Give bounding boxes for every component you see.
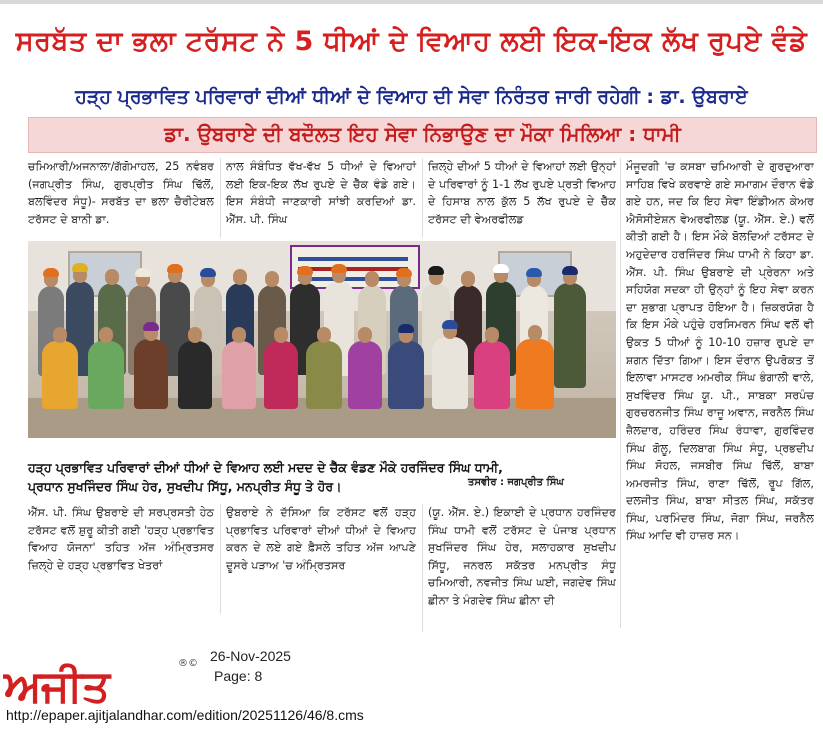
- turban: [428, 266, 444, 275]
- masthead-logo: [4, 662, 194, 712]
- seated-person: [134, 339, 168, 409]
- highlight-band: [28, 117, 817, 153]
- turban: [398, 324, 414, 333]
- turban: [442, 320, 458, 329]
- person-head: [265, 271, 279, 287]
- column-text: ਮੌਜੂਦਗੀ 'ਚ ਕਸਬਾ ਚਮਿਆਰੀ ਦੇ ਗੁਰਦੁਆਰਾ ਸਾਹਿਬ ਵਿਖੇ ਕਰਵਾਏ ਗਏ ਸਮਾਗਮ ਦੌਰਾਨ ਵੰਡੇ ਗਏ ਹਨ, ਜਦ ਕਿ ਇਹ ਸੇਵਾ ਇੰਡੀਅਨ ਕੇਅਰ ਐਸੋਸੀਏਸ਼ਨ ਵੇਅਰਫੀਲਡ (ਯੂ. ਐੱਸ. ਏ.) ਵਲੋਂ ਕੀਤੀ ਗਈ ਹੈ। ਇਸ ਮੌਕੇ ਬੋਲਦਿਆਂ ਟਰੱਸਟ ਦੇ ਅਹੁਦੇਦਾਰ ਹਰਜਿੰਦਰ ਸਿੰਘ ਧਾਮੀ ਨੇ ਕਿਹਾ ਡਾ. ਐੱਸ. ਪੀ. ਸਿੰਘ ਉਬਰਾਏ ਦੀ ਪ੍ਰੇਰਨਾ ਅਤੇ ਸਹਿਯੋਗ ਸਦਕਾ ਹੀ ਉਨ੍ਹਾਂ ਨੂੰ ਇਹ ਸੇਵਾ ਕਰਨ ਦਾ ਸੁਭਾਗ ਪ੍ਰਾਪਤ ਹੋਇਆ ਹੈ। ਜ਼ਿਕਰਯੋਗ ਹੈ ਕਿ ਇਸ ਮੌਕੇ ਪਹੁੰਚੇ ਹਰਸਿਮਰਨ ਸਿੰਘ ਵਲੋਂ ਵੀ ਉਕਤ 5 ਧੀਆਂ ਨੂੰ 10-10 ਹਜ਼ਾਰ ਰੁਪਏ ਦਾ ਸ਼ਗਨ ਦਿੱਤਾ ਗਿਆ। ਇਸ ਦੌਰਾਨ ਉਪਰੋਕਤ ਤੋਂ ਇਲਾਵਾ ਮਾਸਟਰ ਅਮਰੀਕ ਸਿੰਘ ਭੰਗਾਲੀ ਵਾਲੇ, ਸੁਖਵਿੰਦਰ ਸਿੰਘ ਯੂ. ਪੀ., ਸਾਬਕਾ ਸਰਪੰਚ ਗੁਰਚਰਨਜੀਤ ਸਿੰਘ ਰਾਜੂ ਅਵਾਨ, ਜਰਨੈਲ ਸਿੰਘ ਜ਼ੈਲਦਾਰ, ਹਰਿੰਦਰ ਸਿੰਘ ਰੰਧਾਵਾ, ਗੁਰਵਿੰਦਰ ਸਿੰਘ ਗੋਲੂ, ਦਿਲਬਾਗ ਸਿੰਘ ਸੰਧੂ, ਪ੍ਰਭਦੀਪ ਸਿੰਘ ਸੋਹਲ, ਜਸਬੀਰ ਸਿੰਘ ਢਿੱਲੋਂ, ਬਾਬਾ ਅਮਰਜੀਤ ਸਿੰਘ, ਰਾਣਾ ਢਿੱਲੋਂ, ਰੂਪ ਗਿੱਲ, ਦਲਜੀਤ ਸਿੰਘ, ਬਾਬਾ ਸੀਤਲ ਸਿੰਘ, ਸਕੱਤਰ ਸਿੰਘ, ਪਰਮਿੰਦਰ ਸਿੰਘ, ਜੋਗਾ ਸਿੰਘ, ਜਰਨੈਲ ਸਿੰਘ ਆਦਿ ਵੀ ਹਾਜ਼ਰ ਸਨ।: [626, 160, 814, 543]
- news-photo: [28, 241, 616, 438]
- seated-person: [474, 341, 510, 409]
- masthead-text: ਅਜੀਤ: [4, 661, 109, 712]
- turban: [396, 268, 412, 277]
- headline: ਸਰਬੱਤ ਦਾ ਭਲਾ ਟਰੱਸਟ ਨੇ 5 ਧੀਆਂ ਦੇ ਵਿਆਹ ਲਈ ਇਕ-ਇਕ ਲੱਖ ਰੁਪਏ ਵੰਡੇ: [15, 26, 808, 57]
- turban: [143, 322, 159, 331]
- article-column-7: [428, 504, 616, 632]
- turban: [331, 264, 347, 273]
- highlight-text: ਡਾ. ਉਬਰਾਏ ਦੀ ਬਦੌਲਤ ਇਹ ਸੇਵਾ ਨਿਭਾਉਣ ਦਾ ਮੌਕਾ ਮਿਲਿਆ : ਧਾਮੀ: [164, 122, 681, 146]
- person-head: [317, 327, 331, 343]
- caption-line-1: ਹੜ੍ਹ ਪ੍ਰਭਾਵਿਤ ਪਰਿਵਾਰਾਂ ਦੀਆਂ ਧੀਆਂ ਦੇ ਵਿਆਹ ਲਈ ਮਦਦ ਦੇ ਚੈੱਕ ਵੰਡਣ ਮੌਕੇ ਹਰਜਿੰਦਰ ਸਿੰਘ ਧਾਮੀ,: [28, 460, 503, 475]
- person-head: [99, 327, 113, 343]
- turban: [167, 264, 183, 273]
- banner-stripe: [298, 257, 408, 261]
- turban: [135, 268, 151, 277]
- turban: [200, 268, 216, 277]
- seated-person: [388, 341, 424, 409]
- seated-person: [88, 341, 124, 409]
- person-head: [358, 327, 372, 343]
- subheadline: ਹੜ੍ਹ ਪ੍ਰਭਾਵਿਤ ਪਰਿਵਾਰਾਂ ਦੀਆਂ ਧੀਆਂ ਦੇ ਵਿਆਹ ਦੀ ਸੇਵਾ ਨਿਰੰਤਰ ਜਾਰੀ ਰਹੇਗੀ : ਡਾ. ਉਬਰਾਏ: [75, 86, 748, 108]
- seated-person: [178, 341, 212, 409]
- article-column-1: [28, 158, 214, 228]
- edition-date: 26-Nov-2025: [210, 648, 291, 664]
- column-divider: [422, 504, 423, 632]
- photo-credit: ਤਸਵੀਰ : ਜਗਪ੍ਰੀਤ ਸਿੰਘ: [468, 477, 564, 488]
- turban: [526, 268, 542, 277]
- column-divider: [220, 504, 221, 614]
- article-column-5: [28, 504, 214, 574]
- column-text: ਉਬਰਾਏ ਨੇ ਦੱਸਿਆ ਕਿ ਟਰੱਸਟ ਵਲੋਂ ਹੜ੍ਹ ਪ੍ਰਭਾਵਿਤ ਪਰਿਵਾਰਾਂ ਦੀਆਂ ਧੀਆਂ ਦੇ ਵਿਆਹ ਕਰਨ ਦੇ ਲਏ ਗਏ ਫ਼ੈਸਲੇ ਤਹਿਤ ਅੱਜ ਆਪਣੇ ਦੂਸਰੇ ਪੜਾਅ 'ਚ ਅੰਮ੍ਰਿਤਸਰ: [226, 506, 416, 572]
- turban: [43, 268, 59, 277]
- epaper-url[interactable]: http://epaper.ajitjalandhar.com/edition/20251126/46/8.cms: [6, 707, 364, 723]
- person-head: [233, 269, 247, 285]
- column-divider: [422, 158, 423, 238]
- article-column-2: [226, 158, 416, 228]
- turban: [72, 263, 88, 272]
- top-rule: [0, 0, 823, 4]
- registered-mark: ®©: [178, 658, 198, 669]
- person-head: [188, 327, 202, 343]
- article-column-3: [428, 158, 616, 228]
- page-number: Page: 8: [214, 668, 263, 684]
- person-head: [485, 327, 499, 343]
- person-head: [461, 271, 475, 287]
- column-text: ਐੱਸ. ਪੀ. ਸਿੰਘ ਉਬਰਾਏ ਦੀ ਸਰਪ੍ਰਸਤੀ ਹੇਠ ਟਰੱਸਟ ਵਲੋਂ ਸ਼ੁਰੂ ਕੀਤੀ ਗਈ 'ਹੜ੍ਹ ਪ੍ਰਭਾਵਿਤ ਵਿਆਹ ਯੋਜਨਾ' ਤਹਿਤ ਅੱਜ ਅੰਮ੍ਰਿਤਸਰ ਜ਼ਿਲ੍ਹੇ ਦੇ ਹੜ੍ਹ ਪ੍ਰਭਾਵਿਤ ਖੇਤਰਾਂ: [28, 506, 214, 572]
- column-divider: [620, 158, 621, 628]
- turban: [493, 264, 509, 273]
- article-column-4: [626, 158, 814, 630]
- seated-person: [516, 339, 554, 409]
- person-head: [53, 327, 67, 343]
- column-text: ਚਮਿਆਰੀ/ਅਜਨਾਲਾ/ਗੱਗੋਮਾਹਲ, 25 ਨਵੰਬਰ (ਜਗਪ੍ਰੀਤ ਸਿੰਘ, ਗੁਰਪ੍ਰੀਤ ਸਿੰਘ ਢਿੱਲੋਂ, ਬਲਵਿੰਦਰ ਸੰਧੂ)- ਸਰਬੱਤ ਦਾ ਭਲਾ ਚੈਰੀਟੇਬਲ ਟਰੱਸਟ ਦੇ ਬਾਨੀ ਡਾ.: [28, 160, 214, 226]
- seated-person: [42, 341, 78, 409]
- turban: [562, 266, 578, 275]
- seated-person: [222, 341, 256, 409]
- person-head: [365, 271, 379, 287]
- person-head: [528, 325, 542, 341]
- caption-line-2: ਪ੍ਰਧਾਨ ਸੁਖਜਿੰਦਰ ਸਿੰਘ ਹੇਰ, ਸੁਖਦੀਪ ਸਿੱਧੂ, ਮਨਪ੍ਰੀਤ ਸੰਧੂ ਤੇ ਹੋਰ।: [28, 479, 342, 494]
- banner-stripe: [298, 267, 408, 271]
- seated-person: [432, 337, 468, 409]
- column-text: (ਯੂ. ਐੱਸ. ਏ.) ਇਕਾਈ ਦੇ ਪ੍ਰਧਾਨ ਹਰਜਿੰਦਰ ਸਿੰਘ ਧਾਮੀ ਵਲੋਂ ਟਰੱਸਟ ਦੇ ਪੰਜਾਬ ਪ੍ਰਧਾਨ ਸੁਖਜਿੰਦਰ ਸਿੰਘ ਹੇਰ, ਸਲਾਹਕਾਰ ਸੁਖਦੀਪ ਸਿੱਧੂ, ਜਨਰਲ ਸਕੱਤਰ ਮਨਪ੍ਰੀਤ ਸੰਧੂ ਚਮਿਆਰੀ, ਨਵਜੀਤ ਸਿੰਘ ਘਈ, ਜਗਦੇਵ ਸਿੰਘ ਛੀਨਾ ਤੇ ਮੰਗਦੇਵ ਸਿੰਘ ਛੀਨਾ ਦੀ: [428, 506, 616, 607]
- seated-person: [348, 341, 382, 409]
- seated-person: [264, 341, 298, 409]
- turban: [297, 266, 313, 275]
- person-head: [105, 269, 119, 285]
- column-text: ਜ਼ਿਲ੍ਹੇ ਦੀਆਂ 5 ਧੀਆਂ ਦੇ ਵਿਆਹਾਂ ਲਈ ਉਨ੍ਹਾਂ ਦੇ ਪਰਿਵਾਰਾਂ ਨੂੰ 1-1 ਲੱਖ ਰੁਪਏ ਪ੍ਰਤੀ ਵਿਆਹ ਦੇ ਹਿਸਾਬ ਨਾਲ ਕੁੱਲ 5 ਲੱਖ ਰੁਪਏ ਦੇ ਚੈੱਕ ਟਰੱਸਟ ਦੀ ਵੇਅਰਫੀਲਡ: [428, 160, 616, 226]
- seated-person: [306, 341, 342, 409]
- banner-stripe: [298, 277, 408, 281]
- person-head: [274, 327, 288, 343]
- article-column-6: [226, 504, 416, 574]
- column-divider: [220, 158, 221, 238]
- person-head: [232, 327, 246, 343]
- column-text: ਨਾਲ ਸੰਬੰਧਿਤ ਵੱਖ-ਵੱਖ 5 ਧੀਆਂ ਦੇ ਵਿਆਹਾਂ ਲਈ ਇਕ-ਇਕ ਲੱਖ ਰੁਪਏ ਦੇ ਚੈੱਕ ਵੰਡੇ ਗਏ। ਇਸ ਸੰਬੰਧੀ ਜਾਣਕਾਰੀ ਸਾਂਝੀ ਕਰਦਿਆਂ ਡਾ. ਐੱਸ. ਪੀ. ਸਿੰਘ: [226, 160, 416, 226]
- standing-person: [554, 283, 586, 388]
